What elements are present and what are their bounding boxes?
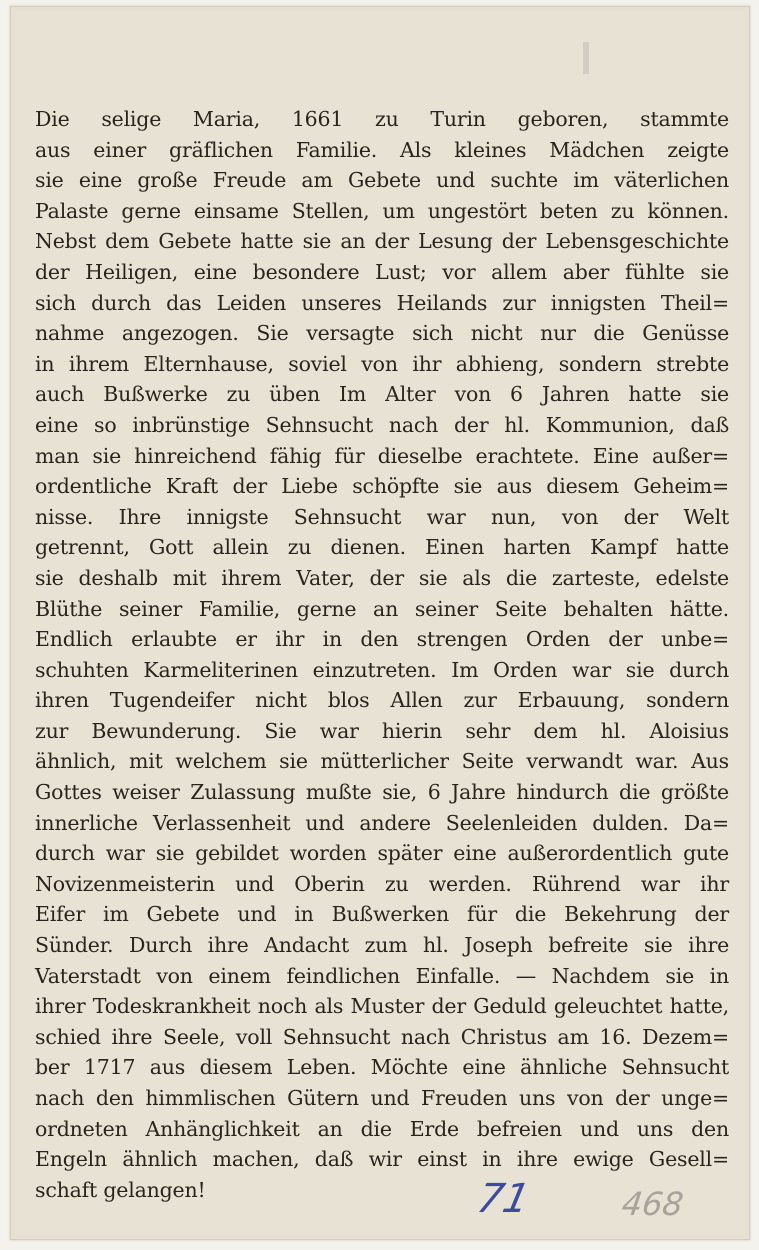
text-line: zur Bewunderung. Sie war hierin sehr dem hl. Aloisius — [35, 718, 729, 743]
text-line: der Heiligen, eine besondere Lust; vor allem aber fühlte sie — [35, 259, 729, 284]
text-line: getrennt, Gott allein zu dienen. Einen harten Kampf hatte — [35, 535, 729, 560]
handwritten-pencil-number: 468 — [619, 1185, 686, 1223]
text-line: schuhten Karmeliterinen einzutreten. Im Orden war sie durch — [35, 657, 729, 682]
text-line: eine so inbrünstige Sehnsucht nach der hl. Kommunion, daß — [35, 412, 729, 437]
text-line: Die selige Maria, 1661 zu Turin geboren, stammte — [35, 107, 729, 131]
text-line: Blüthe seiner Familie, gerne an seiner Seite behalten hätte. — [35, 596, 729, 621]
text-line: innerliche Verlassenheit und andere Seelenleiden dulden. Da= — [35, 810, 729, 835]
text-line: ordneten Anhänglichkeit an die Erde befreien und uns den — [35, 1116, 729, 1141]
text-line-last: schaft gelangen! — [35, 1177, 206, 1202]
text-line: ähnlich, mit welchem sie mütterlicher Seite verwandt war. Aus — [35, 749, 729, 774]
text-line: man sie hinreichend fähig für dieselbe erachtete. Eine außer= — [35, 443, 729, 468]
text-line: sich durch das Leiden unseres Heilands zur innigsten Theil= — [35, 290, 729, 315]
text-line: ordentliche Kraft der Liebe schöpfte sie aus diesem Geheim= — [35, 474, 729, 499]
handwritten-ink-number: 71 — [473, 1176, 534, 1222]
body-text — [35, 104, 729, 1205]
text-line: aus einer gräflichen Familie. Als kleines Mädchen zeigte — [35, 137, 729, 162]
text-line: Novizenmeisterin und Oberin zu werden. Rührend war ihr — [35, 871, 729, 896]
text-line: sie deshalb mit ihrem Vater, der sie als die zarteste, edelste — [35, 565, 729, 590]
text-line: sie eine große Freude am Gebete und suchte im väterlichen — [35, 168, 729, 193]
text-line: durch war sie gebildet worden später eine außerordentlich gute — [35, 841, 729, 866]
text-line: ihrer Todeskrankheit noch als Muster der Geduld geleuchtet hatte, — [35, 994, 729, 1019]
text-line: Palaste gerne einsame Stellen, um ungestört beten zu können. — [35, 198, 729, 223]
text-line: Sünder. Durch ihre Andacht zum hl. Joseph befreite sie ihre — [35, 933, 729, 958]
text-line: Gottes weiser Zulassung mußte sie, 6 Jahre hindurch die größte — [35, 780, 729, 805]
text-line: Eifer im Gebete und in Bußwerken für die Bekehrung der — [35, 902, 729, 927]
text-line: nach den himmlischen Gütern und Freuden uns von der unge= — [35, 1086, 729, 1110]
faint-pencil-mark — [583, 42, 589, 74]
text-line: ihren Tugendeifer nicht blos Allen zur Erbauung, sondern — [35, 688, 729, 713]
text-line: nahme angezogen. Sie versagte sich nicht nur die Genüsse — [35, 321, 729, 346]
text-line: in ihrem Elternhause, soviel von ihr abhieng, sondern strebte — [35, 351, 729, 376]
text-line: Endlich erlaubte er ihr in den strengen Orden der unbe= — [35, 627, 729, 652]
text-line: nisse. Ihre innigste Sehnsucht war nun, von der Welt — [35, 504, 729, 529]
text-line: Engeln ähnlich machen, daß wir einst in ihre ewige Gesell= — [35, 1147, 729, 1172]
text-line: ber 1717 aus diesem Leben. Möchte eine ähnliche Sehnsucht — [35, 1055, 729, 1080]
text-line: Nebst dem Gebete hatte sie an der Lesung der Lebensgeschichte — [35, 229, 729, 254]
text-line: auch Bußwerke zu üben Im Alter von 6 Jahren hatte sie — [35, 382, 729, 407]
text-line: schied ihre Seele, voll Sehnsucht nach Christus am 16. Dezem= — [35, 1024, 729, 1049]
text-line: Vaterstadt von einem feindlichen Einfalle. — Nachdem sie in — [35, 963, 729, 988]
